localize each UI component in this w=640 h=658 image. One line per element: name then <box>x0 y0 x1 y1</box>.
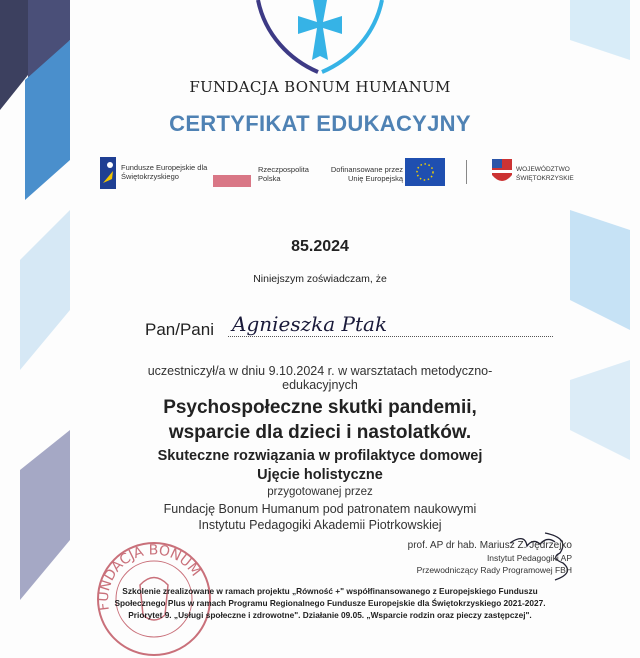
certificate-title: CERTYFIKAT EDUKACYJNY <box>169 111 471 136</box>
ue-logo-text: Dofinansowane przez Unię Europejską <box>330 165 403 183</box>
participation-line-1: uczestniczył/a w dniu 9.10.2024 r. w warsztatach metodyczno- <box>147 364 493 378</box>
certificate-number: 85.2024 <box>291 238 349 255</box>
svg-text:FUNDACJA BONUM: FUNDACJA BONUM <box>95 542 204 612</box>
signatory-name: prof. AP dr hab. Mariusz Z. Jędrzejko <box>407 540 572 551</box>
fe-logo-icon <box>100 157 116 189</box>
participation-line-2: edukacyjnych <box>282 378 358 392</box>
name-dotted-line <box>228 336 553 337</box>
foundation-shield-logo <box>250 0 390 75</box>
signatory-role: Przewodniczący Rady Programowej FBH <box>416 565 572 575</box>
workshop-subtitle-line-2: Ujęcie holistyczne <box>257 467 383 483</box>
recipient-label: Pan/Pani <box>145 320 214 339</box>
recipient-name-handwritten: Agnieszka Ptak <box>232 312 388 336</box>
signatory-institution: Instytut Pedagogiki AP <box>486 553 572 563</box>
prepared-line-1: przygotowanej przez <box>267 486 373 498</box>
funding-logos-bar <box>95 155 575 191</box>
signatory-block <box>408 540 572 576</box>
organization-name: FUNDACJA BONUM HUMANUM <box>189 78 451 96</box>
woj-logo-text: WOJEWÓDZTWO ŚWIĘTOKRZYSKIE <box>516 166 574 182</box>
decorative-border-right <box>570 0 640 640</box>
prepared-line-3: Instytutu Pedagogiki Akademii Piotrkowskiej <box>198 518 442 532</box>
eu-flag-icon <box>405 158 445 186</box>
intro-text: Niniejszym zoświadczam, że <box>253 273 387 285</box>
decorative-border-left <box>0 0 80 640</box>
divider <box>466 160 467 184</box>
poland-flag-icon <box>213 175 251 187</box>
workshop-title-line-1: Psychospołeczne skutki pandemii, <box>163 397 477 418</box>
funding-footer-note: Szkolenie zrealizowane w ramach projektu „Równość +" współfinansowanego z Europejskiego Funduszu Społecznego Plus w ramach Programu Regionalnego Fundusze Europejskie dla Świętokrzyskiego 2021-2027. Priorytet 9. „Usługi społeczne i zdrowotne". Działanie 09.05. „Wsparcie rodzin oraz pieczy zastępczej". <box>114 586 546 620</box>
fe-logo-text: Fundusze Europejskie dla Świętokrzyskiego <box>121 163 208 181</box>
rp-logo-text: Rzeczpospolita Polska <box>258 165 309 183</box>
swietokrzyskie-coat-of-arms-icon <box>492 159 512 185</box>
workshop-title-line-2: wsparcie dla dzieci i nastolatków. <box>168 422 472 443</box>
prepared-line-2: Fundację Bonum Humanum pod patronatem naukowymi <box>163 502 477 516</box>
workshop-subtitle-line-1: Skuteczne rozwiązania w profilaktyce domowej <box>157 448 483 464</box>
